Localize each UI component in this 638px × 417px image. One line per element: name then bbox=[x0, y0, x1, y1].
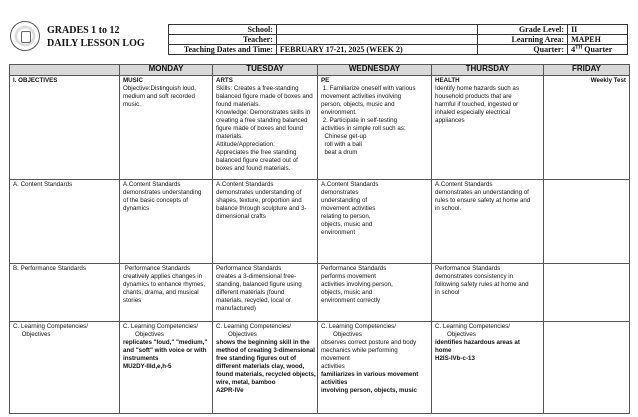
cell-text: Objectives bbox=[333, 331, 362, 338]
cell-text: familiarizes in various movement bbox=[321, 371, 419, 378]
table-cell bbox=[432, 322, 544, 414]
cell-text: Identify home hazards such as bbox=[435, 85, 519, 92]
cell-text: Knowledge: Demonstrates skills in bbox=[216, 109, 311, 116]
cell-text: environment. bbox=[321, 109, 357, 116]
cell-text: activities in simple roll such as: bbox=[321, 125, 406, 132]
cell-text: movement activities involving bbox=[321, 93, 402, 100]
table-row bbox=[10, 180, 630, 264]
cell-text: beat a drum bbox=[321, 149, 358, 156]
cell-text: demonstrates understanding bbox=[123, 189, 202, 196]
row-label bbox=[10, 180, 120, 264]
cell-text: movement activities bbox=[321, 205, 376, 212]
cell-text: following safety rules at home and bbox=[435, 281, 529, 288]
day-header: WEDNESDAY bbox=[318, 65, 432, 76]
cell-text: balanced figure made of boxes and bbox=[216, 93, 313, 100]
cell-text: objects, music and bbox=[321, 221, 373, 228]
cell-text: Performance Standards bbox=[216, 265, 282, 272]
cell-text: C. Learning Competencies/ bbox=[321, 323, 396, 330]
cell-text: creating a free standing balanced bbox=[216, 117, 308, 124]
row-label bbox=[10, 76, 120, 180]
day-header: FRIDAY bbox=[544, 65, 630, 76]
dates-value: FEBRUARY 17-21, 2025 (WEEK 2) bbox=[276, 45, 477, 55]
cell-text: mechanics while performing bbox=[321, 347, 398, 354]
table-cell bbox=[318, 322, 432, 414]
row-label bbox=[10, 264, 120, 322]
cell-text: balanced figure created out of bbox=[216, 157, 298, 164]
table-cell bbox=[213, 322, 318, 414]
cell-text: shapes, texture, proportion and bbox=[216, 197, 302, 204]
title-line-1: GRADES 1 to 12 bbox=[47, 25, 120, 36]
lesson-table bbox=[9, 64, 630, 414]
table-cell bbox=[120, 322, 213, 414]
table-cell bbox=[544, 76, 630, 180]
cell-text: figure made of boxes and found bbox=[216, 125, 304, 132]
cell-text: Objectives bbox=[447, 331, 476, 338]
cell-text: shows the beginning skill in the bbox=[216, 339, 310, 346]
cell-text: in school bbox=[435, 289, 460, 296]
teacher-value bbox=[276, 35, 477, 45]
cell-text: relating to person, bbox=[321, 213, 371, 220]
cell-text: environment bbox=[321, 229, 356, 236]
cell-text: Performance Standards bbox=[321, 265, 387, 272]
cell-text: and "soft" with voice or with bbox=[123, 347, 207, 354]
table-cell bbox=[318, 76, 432, 180]
table-cell bbox=[544, 322, 630, 414]
table-cell bbox=[213, 76, 318, 180]
cell-text: appliances bbox=[435, 117, 465, 124]
cell-text: ARTS bbox=[216, 77, 233, 84]
cell-text: harmful if touched, ingested or bbox=[435, 101, 519, 108]
header-info-table bbox=[168, 24, 628, 55]
cell-text: A.Content Standards bbox=[123, 181, 181, 188]
cell-text: in school. bbox=[435, 205, 462, 212]
cell-text: replicates "loud," "medium," bbox=[123, 339, 208, 346]
cell-text: A.Content Standards bbox=[435, 181, 493, 188]
learning-area-value: MAPEH bbox=[568, 35, 628, 45]
row-label-line: Objectives bbox=[13, 331, 51, 338]
cell-text: identifies hazardous areas at bbox=[435, 339, 520, 346]
cell-text: found materials. bbox=[216, 101, 261, 108]
cell-text: movement bbox=[321, 355, 350, 362]
table-cell bbox=[544, 264, 630, 322]
cell-text: demonstrates an understanding of bbox=[435, 189, 529, 196]
day-header-row bbox=[10, 65, 630, 76]
table-cell bbox=[318, 180, 432, 264]
quarter-label: Quarter: bbox=[478, 45, 568, 55]
cell-text: inhaled especially electrical bbox=[435, 109, 510, 116]
table-row bbox=[10, 264, 630, 322]
cell-text: wire, metal, bamboo bbox=[216, 379, 276, 386]
lesson-table-body bbox=[10, 76, 630, 414]
cell-text: roll with a ball bbox=[321, 141, 362, 148]
cell-text: observes correct posture and body bbox=[321, 339, 417, 346]
cell-text: manufactured) bbox=[216, 305, 256, 312]
cell-text: Performance Standards bbox=[123, 265, 191, 272]
cell-text: demonstrates bbox=[321, 189, 359, 196]
cell-text: person, objects, music and bbox=[321, 101, 395, 108]
deped-seal-icon bbox=[10, 21, 40, 51]
table-cell bbox=[432, 76, 544, 180]
table-cell bbox=[120, 76, 213, 180]
cell-text: C. Learning Competencies/ bbox=[123, 323, 198, 330]
cell-text: standing, balanced figure using bbox=[216, 281, 302, 288]
cell-text: stories bbox=[123, 297, 142, 304]
row-label-line: C. Learning Competencies/ bbox=[13, 323, 88, 330]
table-cell bbox=[432, 264, 544, 322]
cell-text: Objectives bbox=[228, 331, 257, 338]
day-header: TUESDAY bbox=[213, 65, 318, 76]
cell-text: Weekly Test bbox=[590, 77, 626, 84]
cell-text: materials. bbox=[216, 133, 243, 140]
cell-text: household products that are bbox=[435, 93, 512, 100]
cell-text: chants, drama, and musical bbox=[123, 289, 199, 296]
table-cell bbox=[213, 180, 318, 264]
cell-text: H2IS-IVb-c-13 bbox=[435, 355, 475, 362]
cell-text: C. Learning Competencies/ bbox=[216, 323, 291, 330]
cell-text: activities bbox=[321, 379, 348, 386]
cell-text: HEALTH bbox=[435, 77, 460, 84]
cell-text: Objective:Distinguish loud, bbox=[123, 85, 196, 92]
cell-text: Skills: Creates a free-standing bbox=[216, 85, 299, 92]
cell-text: instruments bbox=[123, 355, 159, 362]
table-row bbox=[10, 322, 630, 414]
cell-text: balance through sculpture and 3- bbox=[216, 205, 307, 212]
row-label-line: B. Performance Standards bbox=[13, 265, 86, 272]
cell-text: Chinese get-up bbox=[321, 133, 367, 140]
row-label-line: A. Content Standards bbox=[13, 181, 73, 188]
quarter-value: 4TH Quarter bbox=[568, 45, 628, 55]
cell-text: Appreciates the free standing bbox=[216, 149, 297, 156]
cell-text: involving person, objects, music bbox=[321, 387, 417, 394]
cell-text: 1. Familiarize oneself with various bbox=[321, 85, 416, 92]
cell-text: different materials (found bbox=[216, 289, 285, 296]
cell-text: Objectives bbox=[135, 331, 164, 338]
cell-text: MU2DY-IIId,e,h-5 bbox=[123, 363, 172, 370]
corner-cell bbox=[10, 65, 120, 76]
cell-text: A2PR-IVe bbox=[216, 387, 244, 394]
cell-text: MUSIC bbox=[123, 77, 143, 84]
table-row bbox=[10, 76, 630, 180]
cell-text: demonstrates understanding of bbox=[216, 189, 302, 196]
cell-text: performs movement bbox=[321, 273, 377, 280]
cell-text: A.Content Standards bbox=[216, 181, 274, 188]
cell-text: environment correctly bbox=[321, 297, 381, 304]
cell-text: PE bbox=[321, 77, 330, 84]
dates-label: Teaching Dates and Time: bbox=[169, 45, 277, 55]
cell-text: different materials clay, wood, bbox=[216, 363, 305, 370]
cell-text: A.Content Standards bbox=[321, 181, 379, 188]
cell-text: home bbox=[435, 347, 452, 354]
cell-text: free standing figures out of bbox=[216, 355, 297, 362]
cell-text: creatively applies changes in bbox=[123, 273, 203, 280]
grade-level-value: II bbox=[568, 25, 628, 35]
cell-text: activities bbox=[321, 363, 345, 370]
cell-text: found materials, recycled objects, bbox=[216, 371, 316, 378]
teacher-label: Teacher: bbox=[169, 35, 277, 45]
cell-text: Performance Standards bbox=[435, 265, 501, 272]
cell-text: dynamics bbox=[123, 205, 150, 212]
table-cell bbox=[120, 264, 213, 322]
day-header: THURSDAY bbox=[432, 65, 544, 76]
cell-text: of the basic concepts of bbox=[123, 197, 189, 204]
cell-text: music. bbox=[123, 101, 141, 108]
cell-text: materials, recycled, local or bbox=[216, 297, 291, 304]
cell-text: C. Learning Competencies/ bbox=[435, 323, 510, 330]
table-cell bbox=[544, 180, 630, 264]
table-cell bbox=[318, 264, 432, 322]
grade-level-label: Grade Level: bbox=[478, 25, 568, 35]
learning-area-label: Learning Area: bbox=[478, 35, 568, 45]
cell-text: medium and soft recorded bbox=[123, 93, 195, 100]
document-title bbox=[47, 24, 145, 50]
cell-text: rules to ensure safety at home and bbox=[435, 197, 531, 204]
cell-text: understanding of bbox=[321, 197, 368, 204]
table-cell bbox=[213, 264, 318, 322]
cell-text: method of creating 3-dimensional bbox=[216, 347, 316, 354]
cell-text: demonstrates consistency in bbox=[435, 273, 514, 280]
day-header: MONDAY bbox=[120, 65, 213, 76]
school-label: School: bbox=[169, 25, 277, 35]
cell-text: activities involving person, bbox=[321, 281, 393, 288]
cell-text: objects, music and bbox=[321, 289, 373, 296]
title-line-2: DAILY LESSON LOG bbox=[47, 38, 145, 49]
row-label-line: I. OBJECTIVES bbox=[13, 77, 58, 84]
table-cell bbox=[120, 180, 213, 264]
row-label bbox=[10, 322, 120, 414]
cell-text: Attitude/Appreciation: bbox=[216, 141, 275, 148]
cell-text: dynamics to enhance rhymes, bbox=[123, 281, 206, 288]
cell-text: 2. Participate in self-testing bbox=[321, 117, 398, 124]
school-value bbox=[276, 25, 477, 35]
cell-text: boxes and found materials. bbox=[216, 165, 291, 172]
table-cell bbox=[432, 180, 544, 264]
cell-text: creates a 3-dimensional free- bbox=[216, 273, 297, 280]
cell-text: dimensional crafts bbox=[216, 213, 266, 220]
